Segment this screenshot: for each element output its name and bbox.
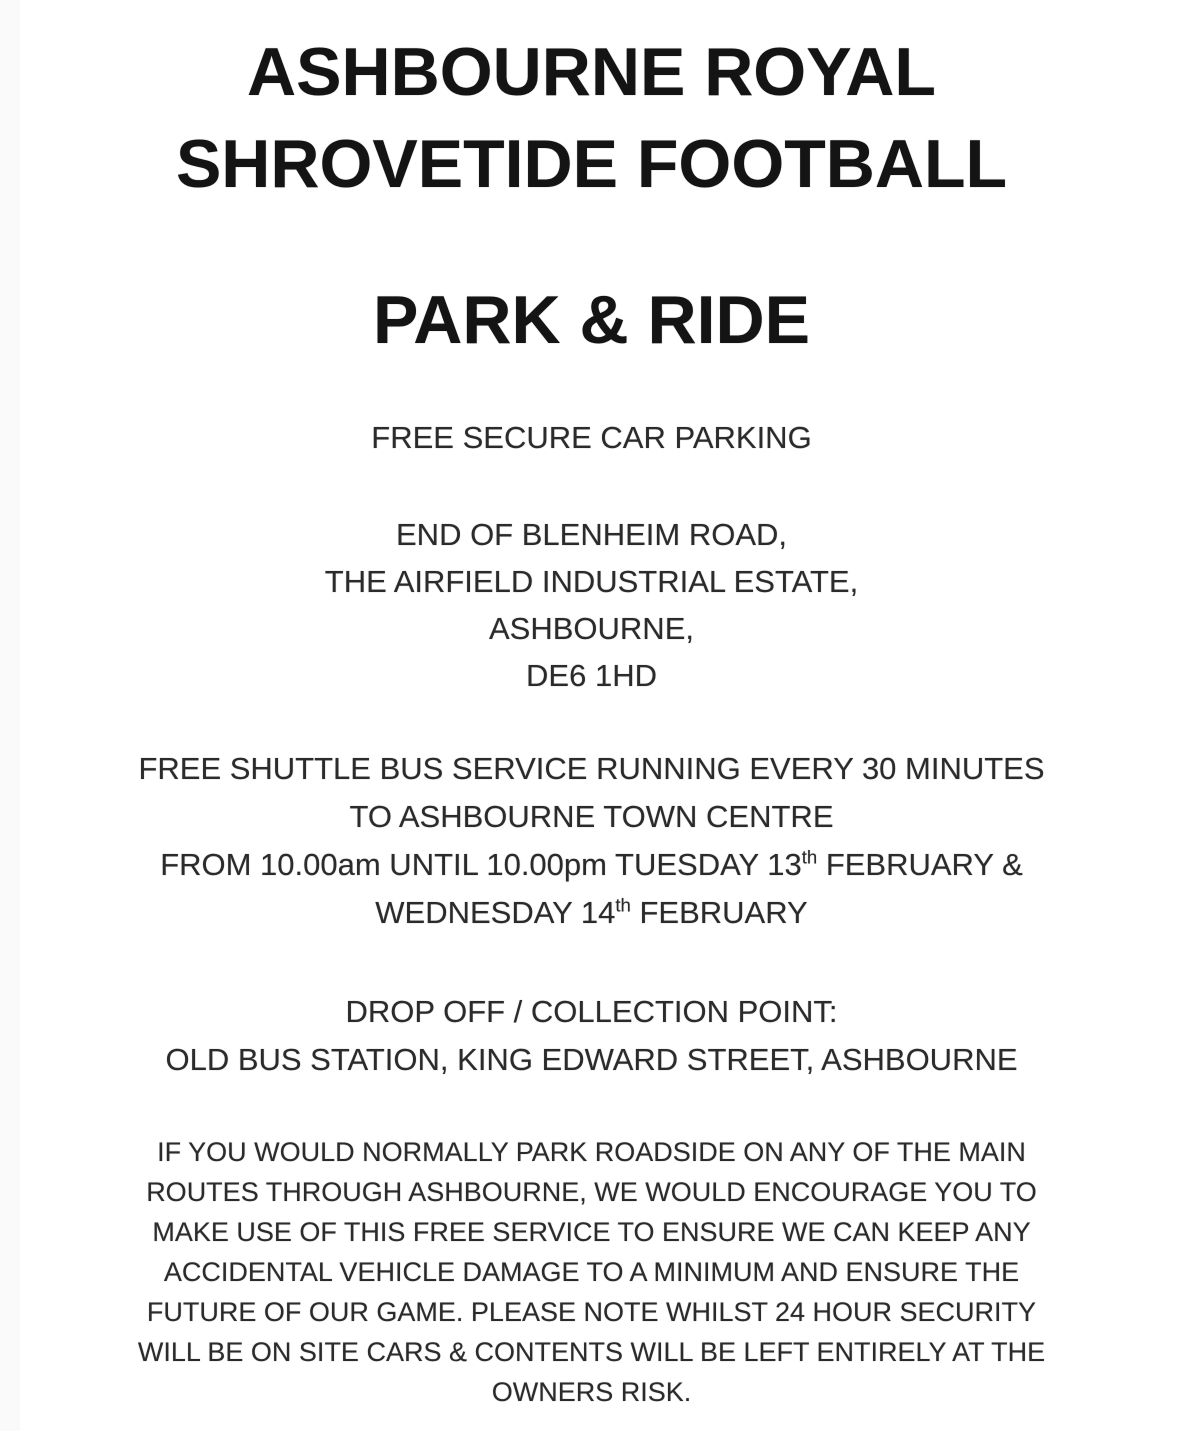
free-parking-block (0, 414, 1183, 461)
notice-line-2: ROUTES THROUGH ASHBOURNE, WE WOULD ENCOURAGE YOU TO (146, 1177, 1037, 1207)
address-line-postcode: DE6 1HD (526, 658, 657, 693)
notice-line-3: MAKE USE OF THIS FREE SERVICE TO ENSURE WE CAN KEEP ANY (152, 1217, 1031, 1247)
ordinal-suffix-13th: th (801, 846, 818, 868)
poster-title-line-1: ASHBOURNE ROYAL (247, 34, 936, 110)
address-block (0, 511, 1183, 699)
shuttle-line-destination: TO ASHBOURNE TOWN CENTRE (349, 799, 834, 834)
shuttle-line-times-tuesday (0, 841, 1183, 889)
dropoff-heading: DROP OFF / COLLECTION POINT: (345, 994, 838, 1029)
notice-line-6: WILL BE ON SITE CARS & CONTENTS WILL BE LEFT ENTIRELY AT THE (137, 1337, 1046, 1367)
address-line-estate: THE AIRFIELD INDUSTRIAL ESTATE, (324, 564, 859, 599)
dropoff-block (0, 988, 1183, 1084)
dropoff-location: OLD BUS STATION, KING EDWARD STREET, ASHBOURNE (165, 1042, 1018, 1077)
shuttle-line-frequency: FREE SHUTTLE BUS SERVICE RUNNING EVERY 30 MINUTES (138, 751, 1045, 786)
poster-title (0, 26, 1183, 210)
address-line-road: END OF BLENHEIM ROAD, (396, 517, 787, 552)
address-line-town: ASHBOURNE, (489, 611, 694, 646)
shuttle-service-block (0, 745, 1183, 937)
ordinal-suffix-14th: th (615, 894, 631, 916)
notice-paragraph (0, 1132, 1183, 1412)
shuttle-times-text: FROM 10.00am UNTIL 10.00pm TUESDAY 13 (160, 847, 802, 882)
notice-line-1: IF YOU WOULD NORMALLY PARK ROADSIDE ON ANY OF THE MAIN (157, 1137, 1026, 1167)
notice-line-7: OWNERS RISK. (491, 1377, 692, 1407)
notice-line-5: FUTURE OF OUR GAME. PLEASE NOTE WHILST 24 HOUR SECURITY (146, 1297, 1037, 1327)
notice-line-4: ACCIDENTAL VEHICLE DAMAGE TO A MINIMUM AND ENSURE THE (163, 1257, 1020, 1287)
park-and-ride-heading: PARK & RIDE (373, 282, 810, 358)
shuttle-times-month: FEBRUARY & (817, 847, 1023, 882)
free-parking-line: FREE SECURE CAR PARKING (371, 420, 812, 455)
shuttle-wednesday-text: WEDNESDAY 14 (375, 895, 616, 930)
shuttle-wednesday-month: FEBRUARY (630, 895, 808, 930)
shuttle-line-wednesday (0, 889, 1183, 937)
poster-title-line-2: SHROVETIDE FOOTBALL (175, 126, 1008, 202)
